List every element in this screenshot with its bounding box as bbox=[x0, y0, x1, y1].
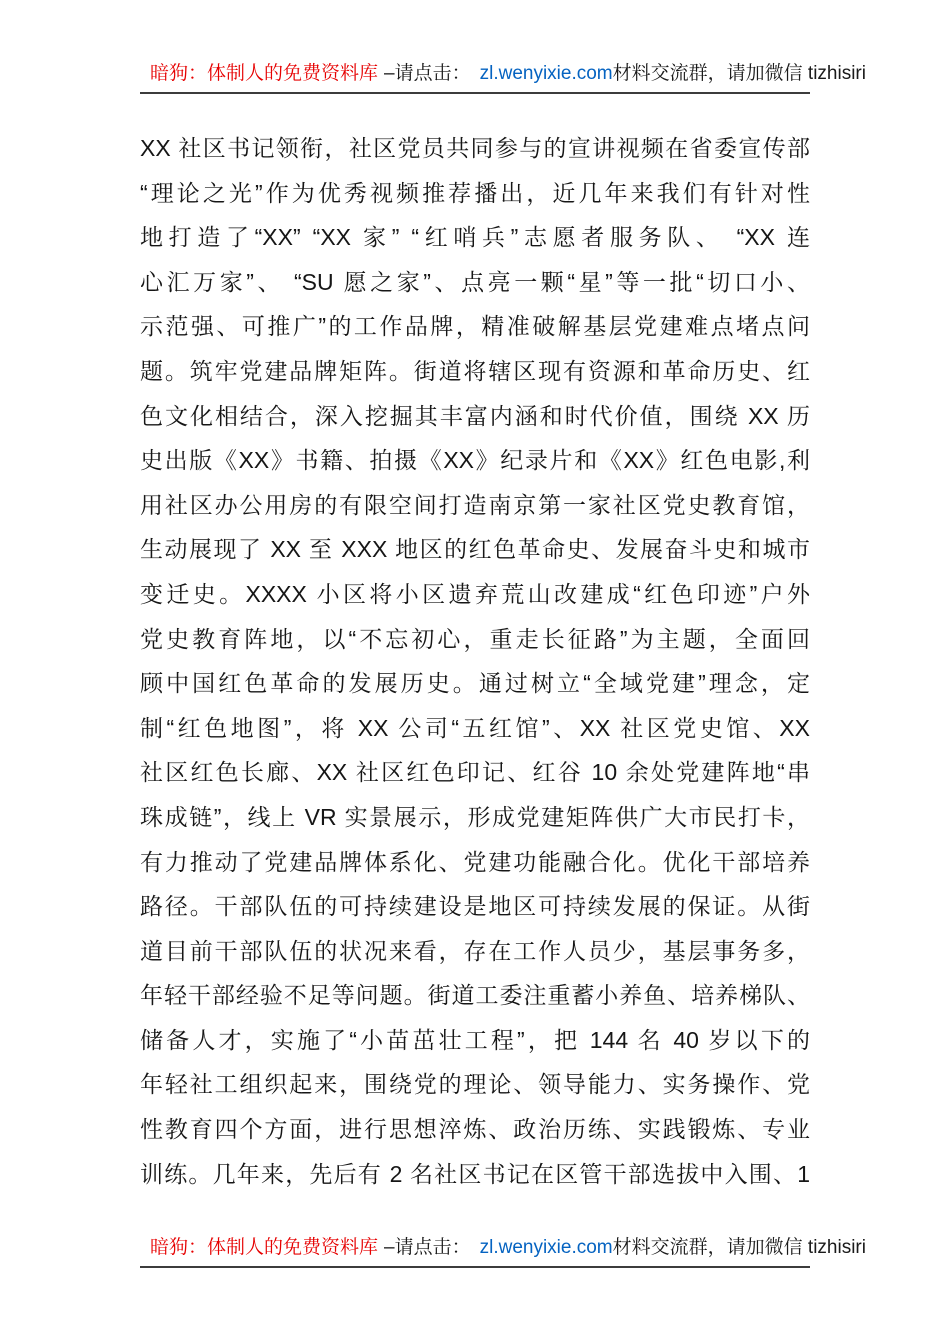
document-body-paragraph bbox=[140, 126, 810, 1196]
body-line: 年轻社工组织起来，围绕党的理论、领导能力、实务操作、党 bbox=[140, 1071, 810, 1098]
page-footer bbox=[140, 1236, 866, 1268]
footer-brand-text: 暗狗：体制人的免费资料库 bbox=[150, 1237, 379, 1258]
body-line: 用社区办公用房的有限空间打造南京第一家社区党史教育馆， bbox=[140, 491, 810, 518]
body-line: 储备人才，实施了“小苗茁壮工程”，把 144 名 40 岁以下的 bbox=[140, 1026, 810, 1053]
body-line: 地打造了“XX” “XX 家” “红哨兵”志愿者服务队、 “XX 连 bbox=[140, 224, 810, 251]
header-contact-note: 材料交流群，请加微信 tizhisiri bbox=[612, 63, 866, 84]
body-line: 党史教育阵地，以“不忘初心，重走长征路”为主题，全面回 bbox=[140, 625, 810, 652]
body-line: 社区红色长廊、XX 社区红色印记、红谷 10 余处党建阵地“串 bbox=[140, 759, 810, 786]
body-line: 题。筑牢党建品牌矩阵。街道将辖区现有资源和革命历史、红 bbox=[140, 357, 810, 384]
body-line: “理论之光”作为优秀视频推荐播出，近几年来我们有针对性 bbox=[140, 179, 810, 206]
footer-site-link[interactable]: zl.wenyixie.com bbox=[479, 1237, 613, 1258]
body-line: 训练。几年来，先后有 2 名社区书记在区管干部选拔中入围、1 bbox=[140, 1160, 810, 1187]
body-line: 路径。干部队伍的可持续建设是地区可持续发展的保证。从街 bbox=[140, 893, 810, 920]
body-line: 色文化相结合，深入挖掘其丰富内涵和时代价值，围绕 XX 历 bbox=[140, 402, 810, 429]
body-line: 珠成链”，线上 VR 实景展示，形成党建矩阵供广大市民打卡， bbox=[140, 803, 810, 830]
body-line: 变迁史。XXXX 小区将小区遗弃荒山改建成“红色印迹”户外 bbox=[140, 580, 810, 607]
body-line: 年轻干部经验不足等问题。街道工委注重蓄小养鱼、培养梯队、 bbox=[140, 982, 810, 1009]
header-click-prompt: –请点击： bbox=[384, 63, 471, 84]
body-line: 顾中国红色革命的发展历史。通过树立“全域党建”理念，定 bbox=[140, 670, 810, 697]
body-line: 生动展现了 XX 至 XXX 地区的红色革命史、发展奋斗史和城市 bbox=[140, 536, 810, 563]
body-line: 性教育四个方面，进行思想淬炼、政治历练、实践锻炼、专业 bbox=[140, 1116, 810, 1143]
footer-click-prompt: –请点击： bbox=[384, 1237, 471, 1258]
page-header bbox=[140, 62, 866, 94]
body-line: 心汇万家”、 “SU 愿之家”、点亮一颗“星”等一批“切口小、 bbox=[140, 268, 810, 295]
header-site-link[interactable]: zl.wenyixie.com bbox=[479, 63, 613, 84]
body-line: 示范强、可推广”的工作品牌，精准破解基层党建难点堵点问 bbox=[140, 313, 810, 340]
header-brand-text: 暗狗：体制人的免费资料库 bbox=[150, 63, 379, 84]
body-line: 有力推动了党建品牌体系化、党建功能融合化。优化干部培养 bbox=[140, 848, 810, 875]
body-line: 史出版《XX》书籍、拍摄《XX》纪录片和《XX》红色电影,利 bbox=[140, 447, 810, 474]
body-line: XX 社区书记领衔，社区党员共同参与的宣讲视频在省委宣传部 bbox=[140, 135, 810, 161]
body-line: 道目前干部队伍的状况来看，存在工作人员少，基层事务多， bbox=[140, 937, 810, 964]
body-line: 制“红色地图”，将 XX 公司“五红馆”、XX 社区党史馆、XX bbox=[140, 714, 810, 741]
footer-contact-note: 材料交流群，请加微信 tizhisiri bbox=[612, 1237, 866, 1258]
